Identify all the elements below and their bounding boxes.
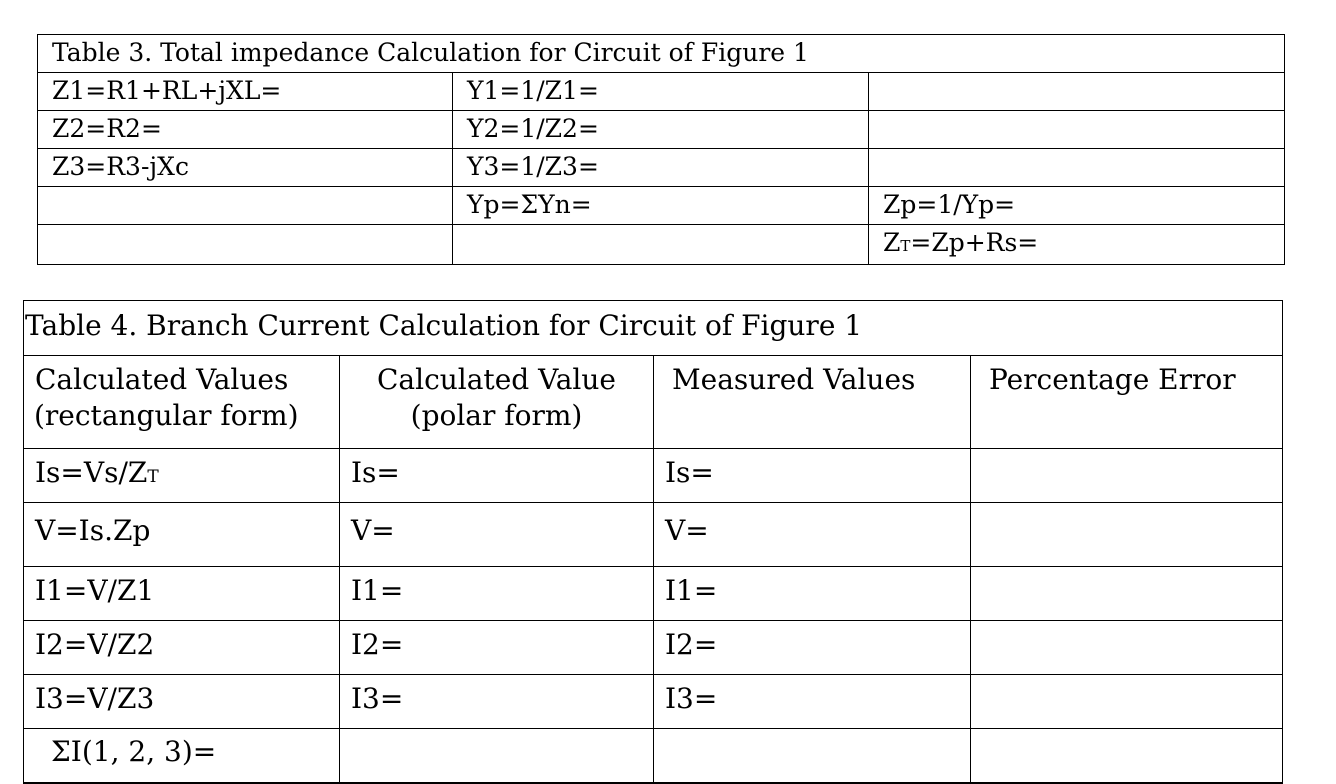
table-cell: Y3=1/Z3=	[453, 149, 869, 187]
table-cell	[971, 503, 1283, 567]
table-cell	[869, 149, 1285, 187]
table-cell: Zp=1/Yp=	[869, 187, 1285, 225]
table-cell: I1=V/Z1	[24, 567, 340, 621]
table-row	[24, 449, 1283, 503]
table-cell: I2=	[654, 621, 971, 675]
table-4-caption: Table 4. Branch Current Calculation for Circuit of Figure 1	[24, 301, 1283, 356]
table-cell: Z2=R2=	[38, 111, 453, 149]
header-line: (polar form)	[410, 399, 583, 432]
table-cell: I1=	[654, 567, 971, 621]
table-cell: V=Is.Zp	[24, 503, 340, 567]
table-cell	[869, 73, 1285, 111]
table-cell	[654, 729, 971, 784]
table-row	[24, 675, 1283, 729]
table-cell	[453, 225, 869, 265]
table-header-row	[24, 356, 1283, 449]
table-cell	[38, 187, 453, 225]
table-cell	[971, 729, 1283, 784]
table-row	[38, 111, 1285, 149]
table-cell: Yp=ΣYn=	[453, 187, 869, 225]
table-cell	[971, 675, 1283, 729]
column-header	[340, 356, 654, 449]
table-cell	[869, 111, 1285, 149]
table-cell: Is=	[654, 449, 971, 503]
table-cell: I3=	[654, 675, 971, 729]
table-cell	[340, 729, 654, 784]
column-header	[971, 356, 1283, 449]
table-cell: ZT=Zp+Rs=	[869, 225, 1285, 265]
table-cell: V=	[654, 503, 971, 567]
header-line: Percentage Error	[989, 363, 1236, 396]
table-cell: ΣI(1, 2, 3)=	[24, 729, 340, 784]
table-4	[23, 300, 1283, 784]
table-cell: I2=	[340, 621, 654, 675]
table-cell	[971, 449, 1283, 503]
table-cell: V=	[340, 503, 654, 567]
table-cell: Z1=R1+RL+jXL=	[38, 73, 453, 111]
header-line: Calculated Values	[35, 363, 289, 396]
table-cell	[971, 567, 1283, 621]
table-cell: I2=V/Z2	[24, 621, 340, 675]
column-header	[654, 356, 971, 449]
table-row	[24, 567, 1283, 621]
header-line: Measured Values	[672, 363, 916, 396]
header-line: (rectangular form)	[34, 399, 299, 432]
table-cell: I3=	[340, 675, 654, 729]
table-cell: Y2=1/Z2=	[453, 111, 869, 149]
header-line: Calculated Value	[377, 363, 616, 396]
table-cell: Is=Vs/ZT	[24, 449, 340, 503]
table-cell: I3=V/Z3	[24, 675, 340, 729]
table-row	[38, 225, 1285, 265]
table-cell	[971, 621, 1283, 675]
table-3	[37, 34, 1285, 265]
table-row	[38, 187, 1285, 225]
table-row	[24, 503, 1283, 567]
table-row	[38, 73, 1285, 111]
table-row	[24, 729, 1283, 784]
table-cell: Z3=R3-jXc	[38, 149, 453, 187]
column-header	[24, 356, 340, 449]
table-cell: Is=	[340, 449, 654, 503]
table-3-caption: Table 3. Total impedance Calculation for Circuit of Figure 1	[38, 35, 1285, 73]
table-cell: Y1=1/Z1=	[453, 73, 869, 111]
table-cell: I1=	[340, 567, 654, 621]
table-cell	[38, 225, 453, 265]
table-row	[24, 621, 1283, 675]
table-row	[38, 149, 1285, 187]
